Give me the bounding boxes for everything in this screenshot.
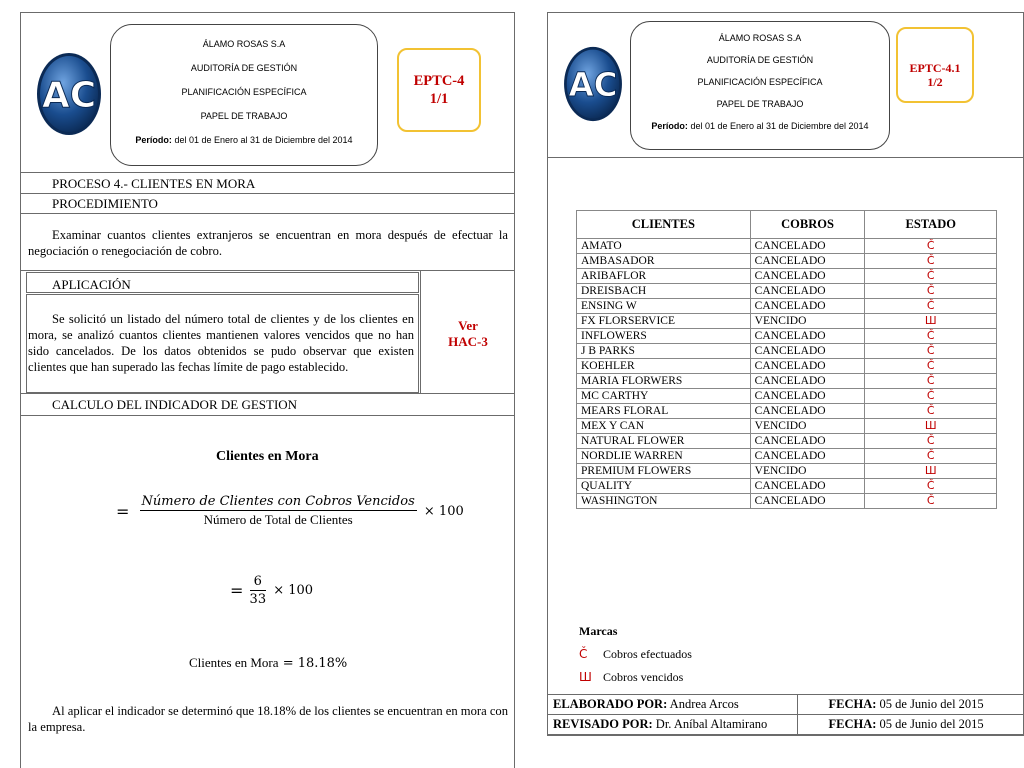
planning-type: PLANIFICACIÓN ESPECÍFICA [697,77,823,87]
right-reference-code [896,27,974,103]
status-mark: Č [865,239,997,254]
client-name: AMATO [577,239,751,254]
table-row [577,464,997,479]
period-text: del 01 de Enero al 31 de Diciembre del 2014 [171,135,353,145]
prepared-row [548,695,1024,715]
fraction-main [140,494,417,528]
payment-status: CANCELADO [750,449,865,464]
legend-item [579,647,692,662]
table-row [577,419,997,434]
client-name: WASHINGTON [577,494,751,509]
table-row [577,389,997,404]
period-label: Período: [135,135,172,145]
status-mark: Č [865,284,997,299]
payment-status: CANCELADO [750,239,865,254]
result-label: Clientes en Mora [189,655,279,670]
client-name: MEARS FLORAL [577,404,751,419]
payment-status: CANCELADO [750,479,865,494]
period-line [111,135,377,146]
table-row [577,269,997,284]
status-mark: Č [865,434,997,449]
divider [20,213,515,214]
reference-code: EPTC-4.1 [909,61,961,75]
payment-status: CANCELADO [750,254,865,269]
formula-main [116,494,464,528]
reviewed-date [798,715,1024,735]
paper-type: PAPEL DE TRABAJO [716,99,804,109]
legend-text: Cobros vencidos [603,670,684,684]
svg-text:AC: AC [568,65,618,104]
client-name: QUALITY [577,479,751,494]
col-header-status: ESTADO [865,211,997,239]
table-row [577,434,997,449]
client-name: MC CARTHY [577,389,751,404]
legend-text: Cobros efectuados [603,647,692,661]
payment-status: CANCELADO [750,329,865,344]
divider [20,393,515,394]
date-value: 05 de Junio del 2015 [876,717,984,731]
times-hundred: × 100 [273,583,314,598]
divider [20,193,515,194]
table-row [577,329,997,344]
reference-page: 1/1 [429,91,449,107]
formula-values [230,574,313,607]
reviewed-by [548,715,798,735]
payment-status: CANCELADO [750,284,865,299]
payment-status: VENCIDO [750,419,865,434]
client-name: ARIBAFLOR [577,269,751,284]
payment-status: CANCELADO [750,359,865,374]
process-title: PROCESO 4.- CLIENTES EN MORA [52,176,256,191]
reference-code: EPTC-4 [413,73,465,89]
status-mark: Č [865,389,997,404]
status-mark: Č [865,374,997,389]
client-name: MEX Y CAN [577,419,751,434]
times-hundred: × 100 [423,503,464,519]
period-text: del 01 de Enero al 31 de Diciembre del 2014 [687,121,869,131]
table-row [577,449,997,464]
payment-status: CANCELADO [750,404,865,419]
left-reference-code [397,48,481,132]
client-name: FX FLORSERVICE [577,314,751,329]
calc-label: CALCULO DEL INDICADOR DE GESTION [52,397,298,412]
client-name: J B PARKS [577,344,751,359]
formula-title: Clientes en Mora [216,449,319,464]
status-mark: Č [865,269,997,284]
company-name: ÁLAMO ROSAS S.A [202,39,286,49]
column-divider [420,270,421,393]
status-mark: Č [865,254,997,269]
audit-type: AUDITORÍA DE GESTIÓN [190,63,298,73]
table-row [577,479,997,494]
signature-table [547,694,1024,735]
fraction-denominator-value: 33 [249,592,267,607]
equals-sign: = [230,581,244,600]
table-row [577,299,997,314]
reference-see: Ver [458,318,478,333]
clients-table [576,210,997,509]
reviewed-row [548,715,1024,735]
table-row [577,239,997,254]
application-label: APLICACIÓN [52,277,131,292]
col-header-clients: CLIENTES [577,211,751,239]
planning-type: PLANIFICACIÓN ESPECÍFICA [181,87,307,97]
client-name: PREMIUM FLOWERS [577,464,751,479]
payment-status: CANCELADO [750,389,865,404]
ac-logo-icon [36,52,102,136]
payment-status: CANCELADO [750,374,865,389]
cross-reference [430,318,506,350]
status-mark: Ш [865,314,997,329]
status-mark: Ш [865,419,997,434]
status-mark: Č [865,449,997,464]
ac-logo-icon [562,46,624,122]
right-header-oval [630,21,890,150]
table-row [577,374,997,389]
payment-status: CANCELADO [750,494,865,509]
svg-text:AC: AC [41,75,97,116]
fraction-numerator-value: 6 [250,574,267,591]
left-header-oval [110,24,378,166]
table-row [577,284,997,299]
legend-title: Marcas [579,624,618,638]
client-name: AMBASADOR [577,254,751,269]
table-row [577,314,997,329]
legend [579,624,692,685]
application-text: Se solicitó un listado del número total de clientes y de los clientes en mora, se analizó cuantos clientes mantienen valores vencidos que no han sido cancelados. De los datos obtenidos se pudo observar que existen clientes que han superado las fechas límite de pago establecido. [28,312,414,374]
fraction-values [250,574,267,607]
paid-mark-icon: Č [579,647,588,661]
conclusion-text: Al aplicar el indicador se determinó que 18.18% de los clientes se encuentran en mora con la empresa. [28,704,509,734]
status-mark: Č [865,299,997,314]
client-name: INFLOWERS [577,329,751,344]
date-label: FECHA: [828,697,877,711]
reference-code-hac: HAC-3 [448,334,488,349]
payment-status: CANCELADO [750,269,865,284]
client-name: MARIA FLORWERS [577,374,751,389]
prepared-value: Andrea Arcos [667,697,739,711]
divider [547,157,1024,158]
result-value: = 18.18% [282,656,348,671]
paper-type: PAPEL DE TRABAJO [200,111,288,121]
table-row [577,344,997,359]
prepared-date [798,695,1024,715]
table-row [577,359,997,374]
company-name: ÁLAMO ROSAS S.A [718,33,802,43]
period-label: Período: [651,121,688,131]
date-label: FECHA: [828,717,877,731]
overdue-mark-icon: Ш [579,670,592,684]
table-row [577,254,997,269]
client-name: NATURAL FLOWER [577,434,751,449]
formula-result [189,655,347,671]
audit-type: AUDITORÍA DE GESTIÓN [706,55,814,65]
legend-item [579,670,692,685]
status-mark: Č [865,344,997,359]
divider [20,415,515,416]
payment-status: CANCELADO [750,344,865,359]
table-header-row [577,211,997,239]
period-line [631,121,889,132]
status-mark: Ш [865,464,997,479]
status-mark: Č [865,329,997,344]
status-mark: Č [865,404,997,419]
payment-status: VENCIDO [750,464,865,479]
status-mark: Č [865,479,997,494]
equals-sign: = [116,501,130,521]
reviewed-value: Dr. Aníbal Altamirano [652,717,768,731]
client-name: ENSING W [577,299,751,314]
col-header-payments: COBROS [750,211,865,239]
client-name: KOEHLER [577,359,751,374]
payment-status: CANCELADO [750,434,865,449]
table-row [577,494,997,509]
status-mark: Č [865,494,997,509]
client-name: NORDLIE WARREN [577,449,751,464]
procedure-text: Examinar cuantos clientes extranjeros se encuentran en mora después de efectuar la negociación o renegociación de cobro. [28,228,508,258]
reference-page: 1/2 [927,75,943,89]
prepared-by [548,695,798,715]
divider [20,270,515,271]
payment-status: CANCELADO [750,299,865,314]
reviewed-label: REVISADO POR: [553,717,653,731]
table-row [577,404,997,419]
procedure-label: PROCEDIMIENTO [52,196,158,211]
prepared-label: ELABORADO POR: [553,697,668,711]
payment-status: VENCIDO [750,314,865,329]
fraction-denominator: Número de Total de Clientes [203,512,353,527]
fraction-numerator: Número de Clientes con Cobros Vencidos [141,494,415,509]
status-mark: Č [865,359,997,374]
client-name: DREISBACH [577,284,751,299]
divider [20,172,515,173]
date-value: 05 de Junio del 2015 [876,697,984,711]
